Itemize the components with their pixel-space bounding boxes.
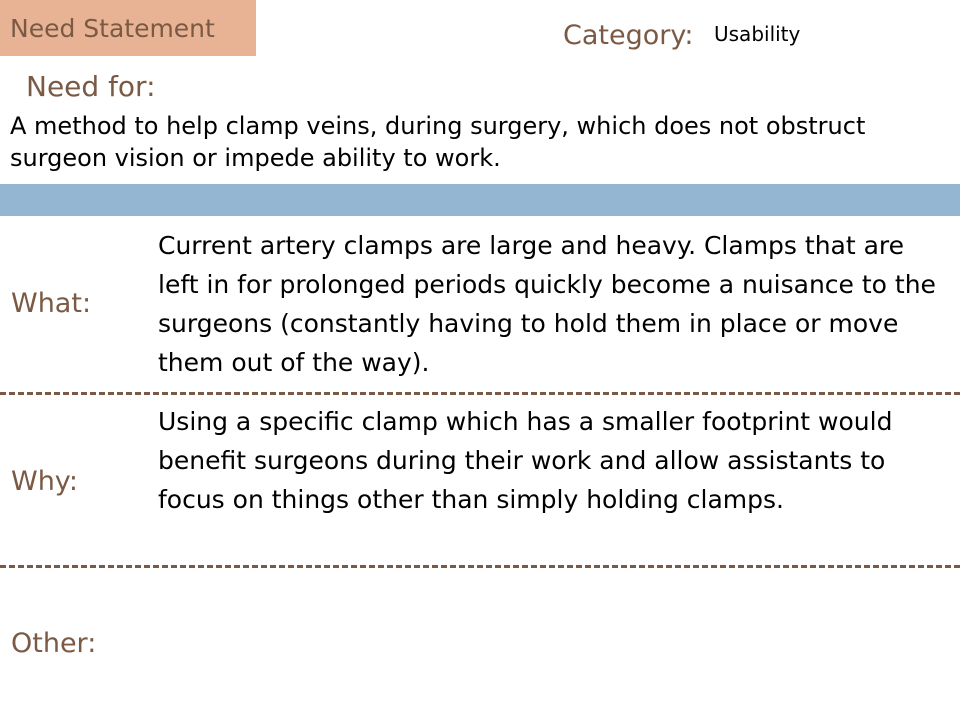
dashed-divider: [0, 392, 960, 395]
header-tab-label: Need Statement: [10, 14, 215, 43]
section-divider-band: [0, 184, 960, 216]
why-label: Why:: [11, 466, 78, 497]
category-value: Usability: [714, 22, 801, 46]
need-for-label: Need for:: [26, 70, 156, 103]
category-label: Category:: [563, 20, 694, 51]
dashed-divider: [0, 565, 960, 568]
other-label: Other:: [11, 628, 97, 659]
what-text: Current artery clamps are large and heavy. Clamps that are left in for prolonged periods quickly become a nuisance to the surgeons (constantly having to hold them in place or move them out of the way).: [158, 231, 936, 377]
need-statement-header-tab: [0, 0, 256, 56]
need-statement-text: A method to help clamp veins, during surgery, which does not obstruct surgeon vision or impede ability to work.: [10, 112, 866, 172]
why-text: Using a specific clamp which has a smaller footprint would benefit surgeons during their work and allow assistants to focus on things other than simply holding clamps.: [158, 407, 893, 514]
what-label: What:: [11, 288, 92, 319]
